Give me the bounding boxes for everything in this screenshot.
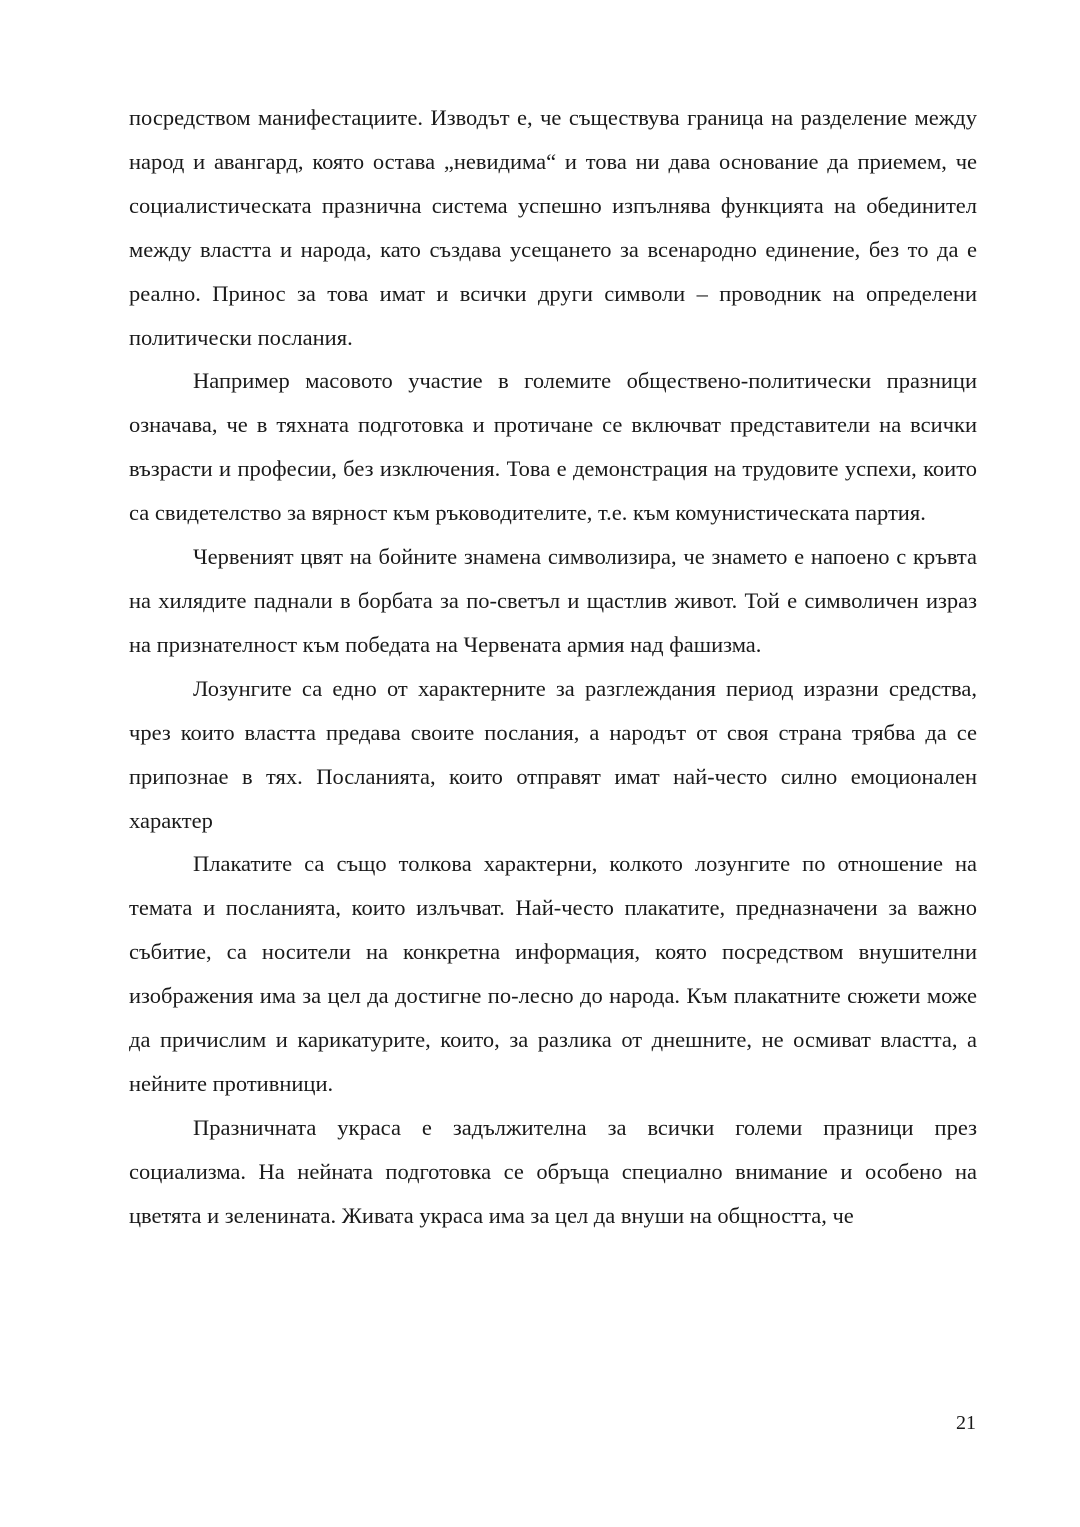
paragraph-slogans: Лозунгите са едно от характерните за разглеждания период изразни средства, чрез които властта предава своите послания, а народът от своя страна трябва да се припознае в тях. Посланията, които отправят имат най-често силно емоционален характер	[129, 675, 977, 833]
paragraph-continuation: посредством манифестациите. Изводът е, че съществува граница на разделение между народ и авангард, която остава „невидима“ и това ни дава основание да приемем, че социалистическата празнична система успешно изпълнява функцията на обединител между властта и народа, като създава усещането за всенародно единение, без то да е реално. Принос за това имат и всички други символи – проводник на определени политически послания.	[129, 105, 977, 350]
paragraph-mass-participation: Например масовото участие в големите обществено-политически празници означава, че в тяхната подготовка и протичане се включват представители на всички възрасти и професии, без изключения. Това е демонстрация на трудовите успехи, които са свидетелство за вярност към ръководителите, т.е. към комунистическата партия.	[129, 368, 977, 526]
paragraph-red-color: Червеният цвят на бойните знамена символизира, че знамето е напоено с кръвта на хилядите паднали в борбата за по-светъл и щастлив живот. Той е символичен израз на признателност към победата на Червената армия над фашизма.	[129, 544, 977, 657]
paragraph-posters: Плакатите са също толкова характерни, колкото лозунгите по отношение на темата и посланията, които излъчват. Най-често плакатите, предназначени за важно събитие, са носители на конкретна информация, която посредством внушителни изображения има за цел да достигне по-лесно до народа. Към плакатните сюжети може да причислим и карикатурите, които, за разлика от днешните, не осмиват властта, а нейните противници.	[129, 851, 977, 1096]
paragraph-decoration: Празничната украса е задължителна за всички големи празници през социализма. На нейната подготовка се обръща специално внимание и особено на цветята и зеленината. Живата украса има за цел да внуши на общността, че	[129, 1114, 977, 1228]
page-number: 21	[956, 1412, 976, 1434]
body-text	[129, 96, 977, 1238]
